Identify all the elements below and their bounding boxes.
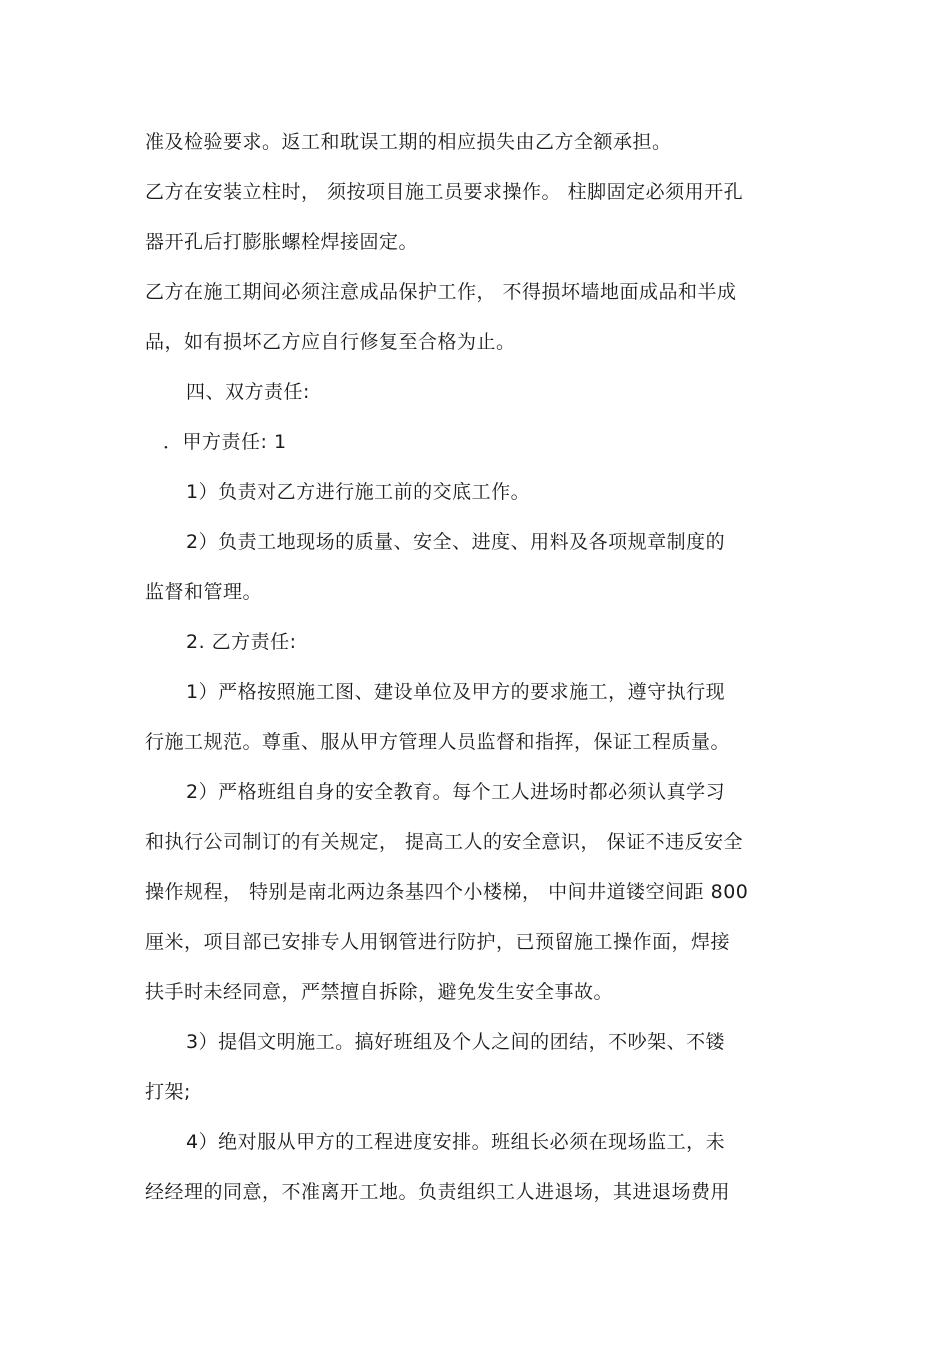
text-line-9: 2）负责工地现场的质量、安全、进度、用料及各项规章制度的 bbox=[186, 531, 726, 553]
text-line-4: 乙方在施工期间必须注意成品保护工作， 不得损坏墙地面成品和半成 bbox=[145, 281, 737, 303]
text-line-19: 3）提倡文明施工。搞好班组及个人之间的团结，不吵架、不镂 bbox=[186, 1031, 726, 1053]
subheading-party-a: ．甲方责任: 1 bbox=[163, 431, 287, 453]
text-line-1: 准及检验要求。返工和耽误工期的相应损失由乙方全额承担。 bbox=[145, 131, 672, 153]
text-line-17: 厘米，项目部已安排专人用钢管进行防护，已预留施工操作面，焊接 bbox=[145, 931, 731, 953]
text-line-8: 1）负责对乙方进行施工前的交底工作。 bbox=[186, 481, 531, 503]
text-line-2: 乙方在安装立柱时， 须按项目施工员要求操作。 柱脚固定必须用开孔 bbox=[145, 181, 744, 203]
text-line-15: 和执行公司制订的有关规定， 提高工人的安全意识， 保证不违反安全 bbox=[145, 831, 744, 853]
subheading-party-b: 2. 乙方责任: bbox=[186, 631, 297, 653]
text-line-5: 品，如有损坏乙方应自行修复至合格为止。 bbox=[145, 331, 516, 353]
text-line-14: 2）严格班组自身的安全教育。每个工人进场时都必须认真学习 bbox=[186, 781, 726, 803]
text-line-3: 器开孔后打膨胀螺栓焊接固定。 bbox=[145, 231, 419, 253]
text-line-21: 4）绝对服从甲方的工程进度安排。班组长必须在现场监工，未 bbox=[186, 1131, 726, 1153]
text-line-20: 打架; bbox=[145, 1081, 191, 1103]
text-line-16: 操作规程， 特别是南北两边条基四个小楼梯， 中间井道镂空间距 800 bbox=[145, 881, 749, 903]
text-line-18: 扶手时未经同意，严禁擅自拆除，避免发生安全事故。 bbox=[145, 981, 614, 1003]
text-line-12: 1）严格按照施工图、建设单位及甲方的要求施工，遵守执行现 bbox=[186, 681, 726, 703]
section-heading-responsibilities: 四、双方责任: bbox=[186, 381, 310, 403]
text-line-22: 经经理的同意，不准离开工地。负责组织工人进退场，其进退场费用 bbox=[145, 1181, 731, 1203]
text-line-10: 监督和管理。 bbox=[145, 581, 263, 603]
text-line-13: 行施工规范。尊重、服从甲方管理人员监督和指挥，保证工程质量。 bbox=[145, 731, 731, 753]
